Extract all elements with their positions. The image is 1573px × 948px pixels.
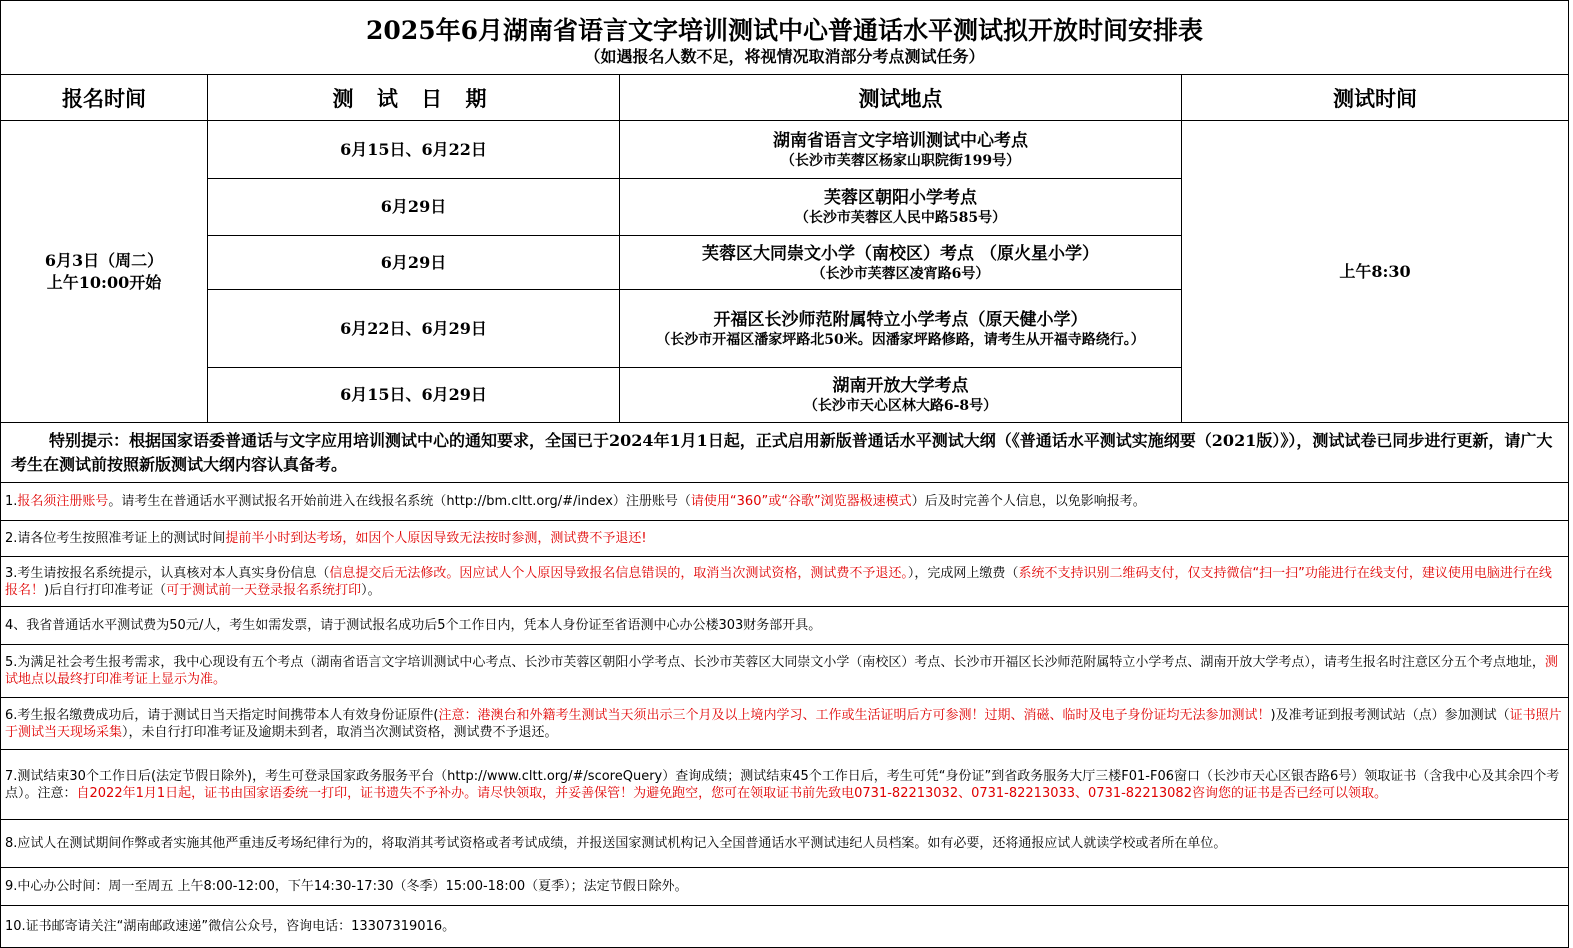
title-cell	[1, 1, 1569, 75]
note-highlight-text: 请使用“360”或“谷歌”浏览器极速模式	[690, 494, 912, 509]
header-test-time: 测试时间	[1182, 75, 1569, 121]
note-item	[1, 557, 1569, 607]
page-subtitle: （如遇报名人数不足，将视情况取消部分考点测试任务）	[584, 46, 985, 66]
location-name: 湖南开放大学考点	[832, 376, 969, 396]
location-address: （长沙市开福区潘家坪路北50米。因潘家坪路修路，请考生从开福寺路绕行。）	[656, 331, 1145, 348]
registration-date: 6月3日（周二）	[44, 250, 164, 270]
note-text: 6.考生报名缴费成功后，请于测试日当天指定时间携带本人有效身份证原件(	[5, 707, 439, 723]
location-name: 湖南省语言文字培训测试中心考点	[773, 130, 1028, 151]
header-registration-time: 报名时间	[1, 75, 208, 121]
note-item	[1, 521, 1569, 557]
note-item	[1, 645, 1569, 698]
note-highlight-text: 可于测试前一天登录报名系统打印	[166, 582, 362, 598]
header-test-date: 测 试 日 期	[208, 75, 620, 121]
note-text: )及准考证到报考测试站（点）参加测试（	[1270, 707, 1510, 723]
test-location-cell	[620, 179, 1182, 236]
note-item	[1, 698, 1569, 750]
note-text: 3.考生请按报名系统提示，认真核对本人真实身份信息（	[5, 565, 330, 581]
note-text: )后自行打印准考证（	[44, 582, 167, 598]
schedule-row	[1, 121, 1569, 179]
note-item	[1, 483, 1569, 521]
note-highlight-text: 报名须注册账号	[17, 494, 109, 509]
note-highlight-text: 注意：港澳台和外籍考生测试当天须出示三个月及以上境内学习、工作或生活证明后方可参测！过期、消磁、临时及电子身份证均无法参加测试！	[438, 707, 1271, 723]
registration-time-cell	[1, 121, 208, 423]
location-address: （长沙市天心区林大路6-8号）	[803, 398, 998, 414]
note-text: 7.测试结束30个工作日后(法定节假日除外)，考生可登录国家政务服务平台（http://www.cltt.org/#/scoreQuery）查询成绩；测试结束45个工作日后，考生可凭“身份证”到省政务服务大厅三楼F01-F06窗口（长沙市天心区银杏路6号）领取证书（含我中心及其余四个考点）。注意：	[5, 768, 1560, 801]
registration-start: 上午10:00开始	[46, 272, 162, 292]
note-text: 5.为满足社会考生报考需求，我中心现设有五个考点（湖南省语言文字培训测试中心考点、长沙市芙蓉区朝阳小学考点、长沙市芙蓉区大同崇文小学（南校区）考点、长沙市开福区长沙师范附属特立小学考点、湖南开放大学考点），请考生报名时注意区分五个考点地址，	[5, 655, 1545, 670]
location-address: （长沙市芙蓉区人民中路585号）	[794, 210, 1007, 226]
test-location-cell	[620, 121, 1182, 179]
test-date: 6月15日、6月22日	[208, 121, 620, 179]
note-highlight-text: 测试地点以最终打印准考证上显示为准。	[5, 655, 1558, 687]
note-text: ）后及时完善个人信息，以免影响报考。	[911, 494, 1146, 509]
note-highlight-text: 自2022年1月1日起，证书由国家语委统一打印，证书遗失不予补办。请尽快领取，并妥善保管！为避免跑空，您可在领取证书前先致电0731-82213032、0731-82213033、0731-82213082咨询您的证书是否已经可以领取。	[76, 785, 1387, 801]
location-name: 芙蓉区朝阳小学考点	[824, 188, 977, 208]
page-title: 2025年6月湖南省语言文字培训测试中心普通话水平测试拟开放时间安排表	[366, 15, 1204, 45]
note-highlight-text: 信息提交后无法修改。因应试人个人原因导致报名信息错误的，取消当次测试资格，测试费不予退还。	[329, 565, 908, 581]
special-notice	[1, 423, 1569, 483]
note-item	[1, 750, 1569, 820]
location-address: （长沙市芙蓉区杨家山职院街199号）	[780, 152, 1021, 169]
test-date: 6月29日	[208, 179, 620, 236]
note-text: 9.中心办公时间：周一至周五 上午8:00-12:00，下午14:30-17:30（冬季）15:00-18:00（夏季）；法定节假日除外。	[5, 879, 688, 894]
header-test-location: 测试地点	[620, 75, 1182, 121]
note-text: ）。	[361, 582, 381, 598]
special-notice-text: 特别提示：根据国家语委普通话与文字应用培训测试中心的通知要求，全国已于2024年1月1日起，正式启用新版普通话水平测试大纲（《普通话水平测试实施纲要（2021版）》），测试试卷已同步进行更新，请广大考生在测试前按照新版测试大纲内容认真备考。	[11, 430, 1553, 474]
location-name: 开福区长沙师范附属特立小学考点（原天健小学）	[713, 309, 1088, 330]
note-text: ），完成网上缴费（	[907, 565, 1019, 581]
test-date: 6月15日、6月29日	[208, 368, 620, 423]
note-highlight-text: 证书照片于测试当天现场采集	[5, 707, 1562, 740]
test-location-cell	[620, 290, 1182, 368]
note-text: 2.请各位考生按照准考证上的测试时间	[5, 531, 226, 546]
note-text: 4、我省普通话水平测试费为50元/人，考生如需发票，请于测试报名成功后5个工作日内，凭本人身份证至省语测中心办公楼303财务部开具。	[5, 618, 822, 633]
note-highlight-text: 系统不支持识别二维码支付，仅支持微信“扫一扫”功能进行在线支付，建议使用电脑进行在线报名！	[5, 565, 1552, 598]
test-date: 6月29日	[208, 236, 620, 290]
note-text: 。请考生在普通话水平测试报名开始前进入在线报名系统（http://bm.cltt.org/#/index）注册账号（	[108, 494, 691, 509]
note-text: ），未自行打印准考证及逾期未到者，取消当次测试资格，测试费不予退还。	[122, 724, 558, 740]
location-name: 芙蓉区大同崇文小学（南校区）考点 （原火星小学）	[702, 243, 1099, 264]
test-location-cell	[620, 368, 1182, 423]
note-item	[1, 607, 1569, 645]
test-time-value: 上午8:30	[1182, 121, 1569, 423]
note-text: 8.应试人在测试期间作弊或者实施其他严重违反考场纪律行为的，将取消其考试资格或者考试成绩，并报送国家测试机构记入全国普通话水平测试违纪人员档案。如有必要，还将通报应试人就读学校或者所在单位。	[5, 836, 1227, 851]
note-item	[1, 820, 1569, 868]
test-location-cell	[620, 236, 1182, 290]
note-text: 10.证书邮寄请关注“湖南邮政速递”微信公众号，咨询电话：13307319016。	[5, 919, 456, 934]
location-address: （长沙市芙蓉区凌宵路6号）	[811, 265, 990, 282]
note-text: 1.	[5, 494, 18, 509]
note-highlight-text: 提前半小时到达考场，如因个人原因导致无法按时参测，测试费不予退还!	[225, 531, 647, 546]
note-item	[1, 868, 1569, 906]
note-item	[1, 906, 1569, 948]
test-date: 6月22日、6月29日	[208, 290, 620, 368]
